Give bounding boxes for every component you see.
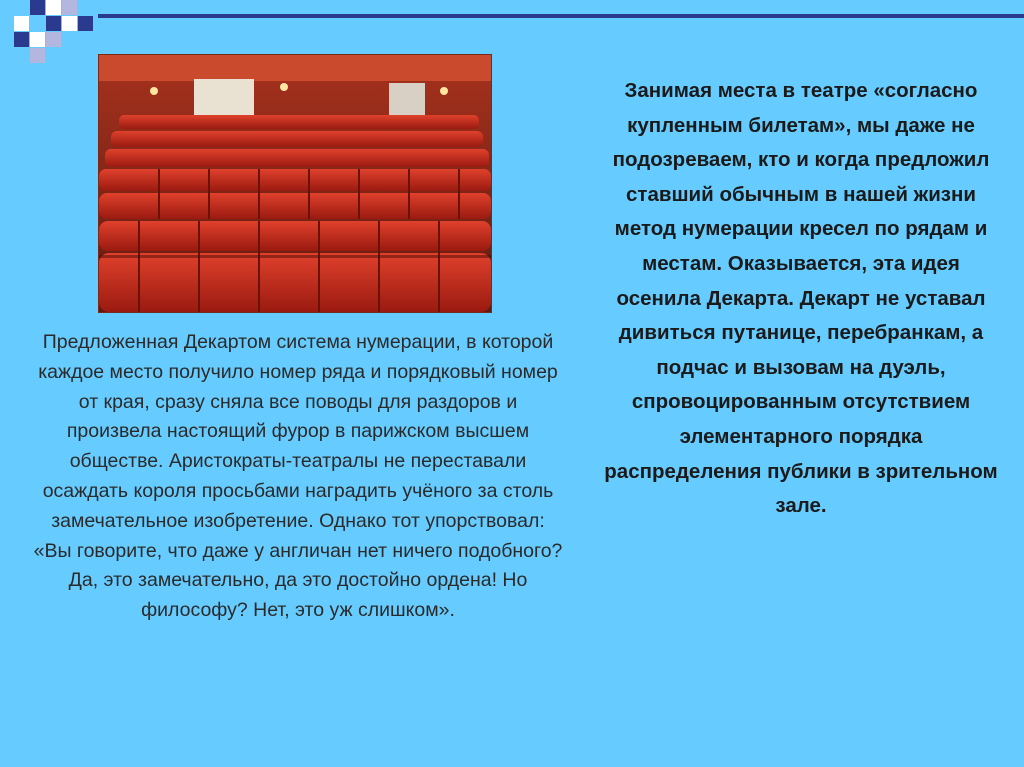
- right-paragraph: Занимая места в театре «согласно купленным билетам», мы даже не подозреваем, кто и когда предложил ставший обычным в нашей жизни метод нумерации кресел по рядам и местам. Оказывается, эта идея осенила Декарта. Декарт не уставал дивиться путанице, перебранкам, а подчас и вызовам на дуэль, спровоцированным отсутствием элементарного порядка распределения публики в зрительном зале.: [604, 79, 998, 518]
- deco-square: [46, 0, 61, 15]
- deco-square: [78, 16, 93, 31]
- theater-image: [99, 55, 491, 312]
- deco-square: [46, 16, 61, 31]
- top-rule: [98, 14, 1024, 18]
- deco-square: [30, 32, 45, 47]
- deco-square: [30, 48, 45, 63]
- deco-square: [62, 16, 77, 31]
- theater-photo: [98, 54, 492, 313]
- deco-square: [46, 32, 61, 47]
- deco-square: [62, 0, 77, 15]
- deco-square: [14, 16, 29, 31]
- deco-square: [30, 0, 45, 15]
- left-paragraph: Предложенная Декартом система нумерации, в которой каждое место получило номер ряда и порядковый номер от края, сразу сняла все поводы для раздоров и произвела настоящий фурор в парижском высшем обществе. Аристократы-театралы не переставали осаждать короля просьбами наградить учёного за столь замечательное изобретение. Однако тот упорствовал: «Вы говорите, что даже у англичан нет ничего подобного? Да, это замечательно, да это достойно ордена! Но философу? Нет, это уж слишком».: [33, 331, 563, 622]
- deco-square: [14, 32, 29, 47]
